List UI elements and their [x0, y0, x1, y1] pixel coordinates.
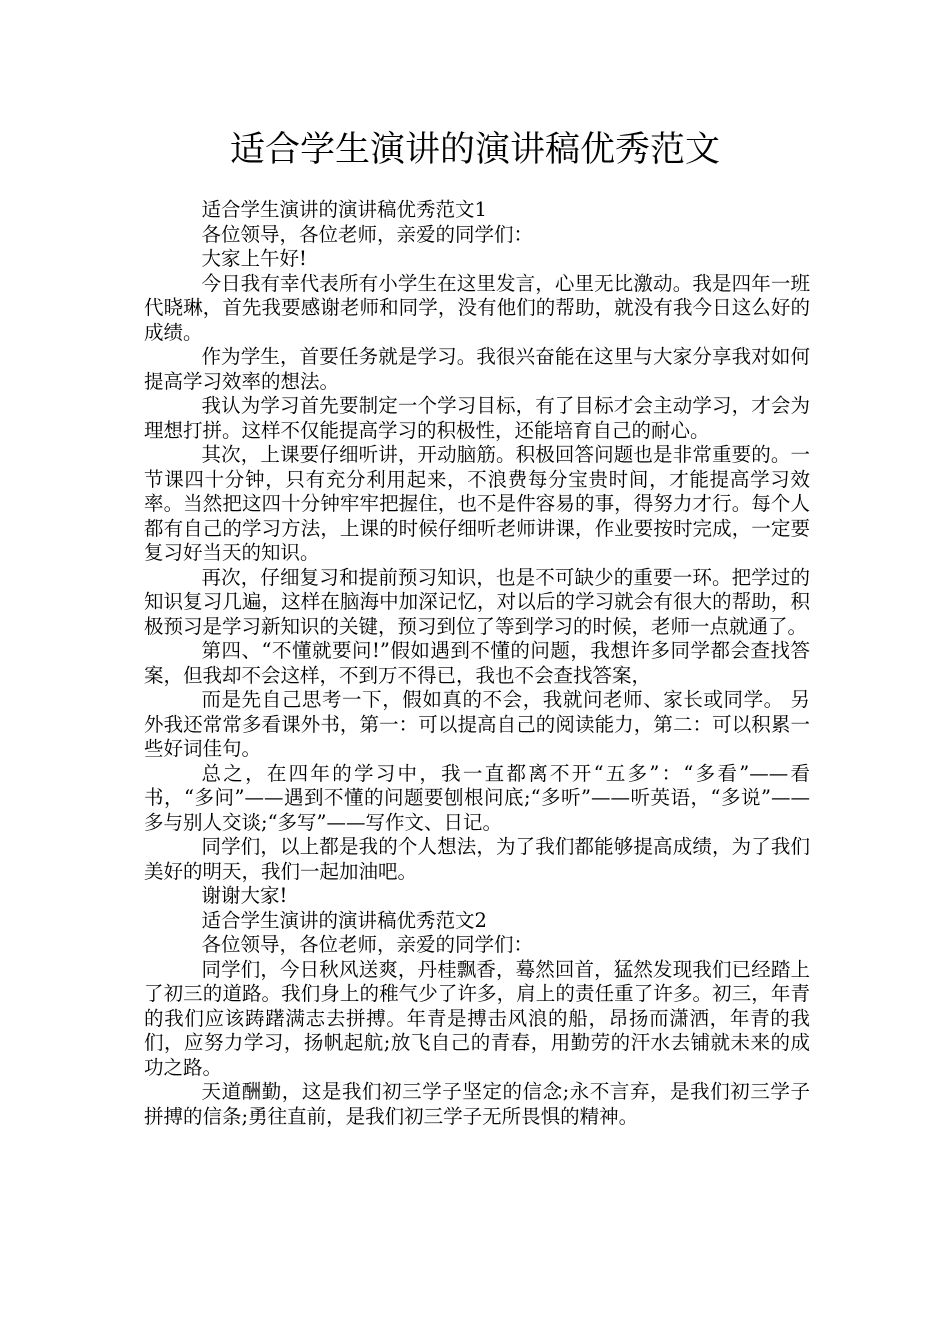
closing: 谢谢大家!	[201, 884, 288, 907]
paragraph: 今日我有幸代表所有小学生在这里发言，心里无比激动。我是四年一班代晓琳，首先我要感谢老师和同学，没有他们的帮助，就没有我今日这么好的成绩。	[144, 271, 810, 344]
section-heading-1: 适合学生演讲的演讲稿优秀范文1	[201, 198, 487, 221]
paragraph: 天道酬勤，这是我们初三学子坚定的信念;永不言弃，是我们初三学子拼搏的信条;勇往直前，是我们初三学子无所畏惧的精神。	[144, 1080, 810, 1128]
paragraph: 其次，上课要仔细听讲，开动脑筋。积极回答问题也是非常重要的。一节课四十分钟，只有充分利用起来，不浪费每分宝贵时间，才能提高学习效率。当然把这四十分钟牢牢把握住，也不是件容易的事，得努力才行。每个人都有自己的学习方法，上课的时候仔细听老师讲课，作业要按时完成，一定要复习好当天的知识。	[144, 443, 810, 564]
paragraph: 第四、“不懂就要问!”假如遇到不懂的问题，我想许多同学都会查找答案，但我却不会这样，不到万不得已，我也不会查找答案，	[144, 639, 810, 687]
document-title: 适合学生演讲的演讲稿优秀范文	[229, 130, 720, 170]
paragraph: 同学们，今日秋风送爽，丹桂飘香，蓦然回首，猛然发现我们已经踏上了初三的道路。我们身上的稚气少了许多，肩上的责任重了许多。初三，年青的我们应该踌躇满志去拼搏。年青是搏击风浪的船，昂扬而潇洒，年青的我们，应努力学习，扬帆起航;放飞自己的青春，用勤劳的汗水去铺就未来的成功之路。	[144, 957, 810, 1079]
section-heading-2: 适合学生演讲的演讲稿优秀范文2	[201, 908, 487, 932]
paragraph: 而是先自己思考一下，假如真的不会，我就问老师、家长或同学。 另外我还常常多看课外书，第一：可以提高自己的阅读能力，第二：可以积累一些好词佳句。	[144, 688, 810, 760]
salutation: 各位领导，各位老师，亲爱的同学们：	[201, 222, 534, 246]
document-body	[144, 198, 810, 1129]
greeting: 大家上午好!	[201, 247, 307, 270]
paragraph: 作为学生，首要任务就是学习。我很兴奋能在这里与大家分享我对如何提高学习效率的想法。	[144, 345, 810, 393]
paragraph: 总之，在四年的学习中，我一直都离不开“五多”：“多看”——看书，“多问”——遇到不懂的问题要刨根问底;“多听”——听英语，“多说”——多与别人交谈;“多写”——写作文、日记。	[144, 761, 810, 834]
salutation: 各位领导，各位老师，亲爱的同学们：	[201, 933, 534, 956]
paragraph: 我认为学习首先要制定一个学习目标，有了目标才会主动学习，才会为理想打拼。这样不仅能提高学习的积极性，还能培育自己的耐心。	[144, 394, 810, 442]
paragraph: 再次，仔细复习和提前预习知识，也是不可缺少的重要一环。把学过的知识复习几遍，这样在脑海中加深记忆，对以后的学习就会有很大的帮助，积极预习是学习新知识的关键，预习到位了等到学习的时候，老师一点就通了。	[144, 565, 810, 638]
paragraph: 同学们，以上都是我的个人想法，为了我们都能够提高成绩，为了我们美好的明天，我们一起加油吧。	[144, 835, 810, 883]
